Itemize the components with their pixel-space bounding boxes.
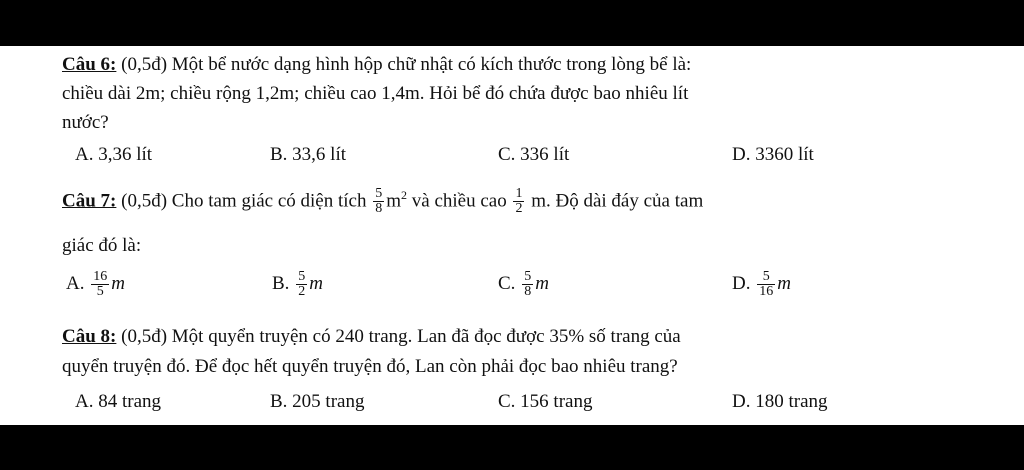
question-6-line-3: nước? bbox=[62, 112, 109, 133]
question-7-option-c: C. $\frac{5}{8}$ m bbox=[498, 269, 549, 299]
area-unit: m bbox=[386, 190, 402, 212]
document-page bbox=[0, 46, 1024, 425]
question-8-line-1 bbox=[62, 326, 681, 348]
question-7-option-b: B. $\frac{5}{2}$ m bbox=[272, 269, 323, 299]
height-fraction: $\frac{1}{2}$ bbox=[515, 186, 523, 217]
question-8-text-1: (0,5đ) Một quyển truyện có 240 trang. Lan đã đọc được 35% số trang của bbox=[116, 326, 681, 347]
question-6-label: Câu 6: bbox=[62, 54, 117, 75]
question-7-end: m. Độ dài đáy của tam bbox=[526, 190, 704, 212]
question-8-label: Câu 8: bbox=[62, 326, 117, 347]
question-8-line-2: quyển truyện đó. Để đọc hết quyển truyện đó, Lan còn phải đọc bao nhiêu trang? bbox=[62, 356, 678, 377]
question-7-line-2: giác đó là: bbox=[62, 235, 142, 256]
question-7-label: Câu 7: bbox=[62, 190, 117, 212]
question-8-option-c: C. 156 trang bbox=[498, 391, 593, 412]
question-6-option-d: D. 3360 lít bbox=[732, 144, 814, 165]
question-6-option-c: C. 336 lít bbox=[498, 144, 570, 165]
question-7-line-1 bbox=[62, 184, 703, 216]
question-8-option-a: A. 84 trang bbox=[75, 391, 162, 412]
question-7-option-a: A. $\frac{16}{5}$ m bbox=[66, 269, 125, 299]
bottom-black-bar bbox=[0, 425, 1024, 470]
question-6-option-a: A. 3,36 lít bbox=[75, 144, 153, 165]
question-7-option-d: D. $\frac{5}{16}$ m bbox=[732, 269, 791, 299]
question-7-mid: và chiều cao bbox=[407, 190, 512, 212]
question-6-option-b: B. 33,6 lít bbox=[270, 144, 347, 165]
question-6-text-1: (0,5đ) Một bể nước dạng hình hộp chữ nhật có kích thước trong lòng bể là: bbox=[116, 54, 692, 75]
top-black-bar bbox=[0, 0, 1024, 46]
question-6-line-1 bbox=[62, 54, 691, 76]
area-fraction: $\frac{5}{8}$ bbox=[375, 186, 383, 217]
question-7-intro: (0,5đ) Cho tam giác có diện tích bbox=[116, 190, 372, 212]
question-8-option-d: D. 180 trang bbox=[732, 391, 828, 412]
question-8-option-b: B. 205 trang bbox=[270, 391, 365, 412]
area-exponent: 2 bbox=[401, 188, 408, 202]
question-6-line-2: chiều dài 2m; chiều rộng 1,2m; chiều cao 1,4m. Hỏi bể đó chứa được bao nhiêu lít bbox=[62, 83, 689, 104]
